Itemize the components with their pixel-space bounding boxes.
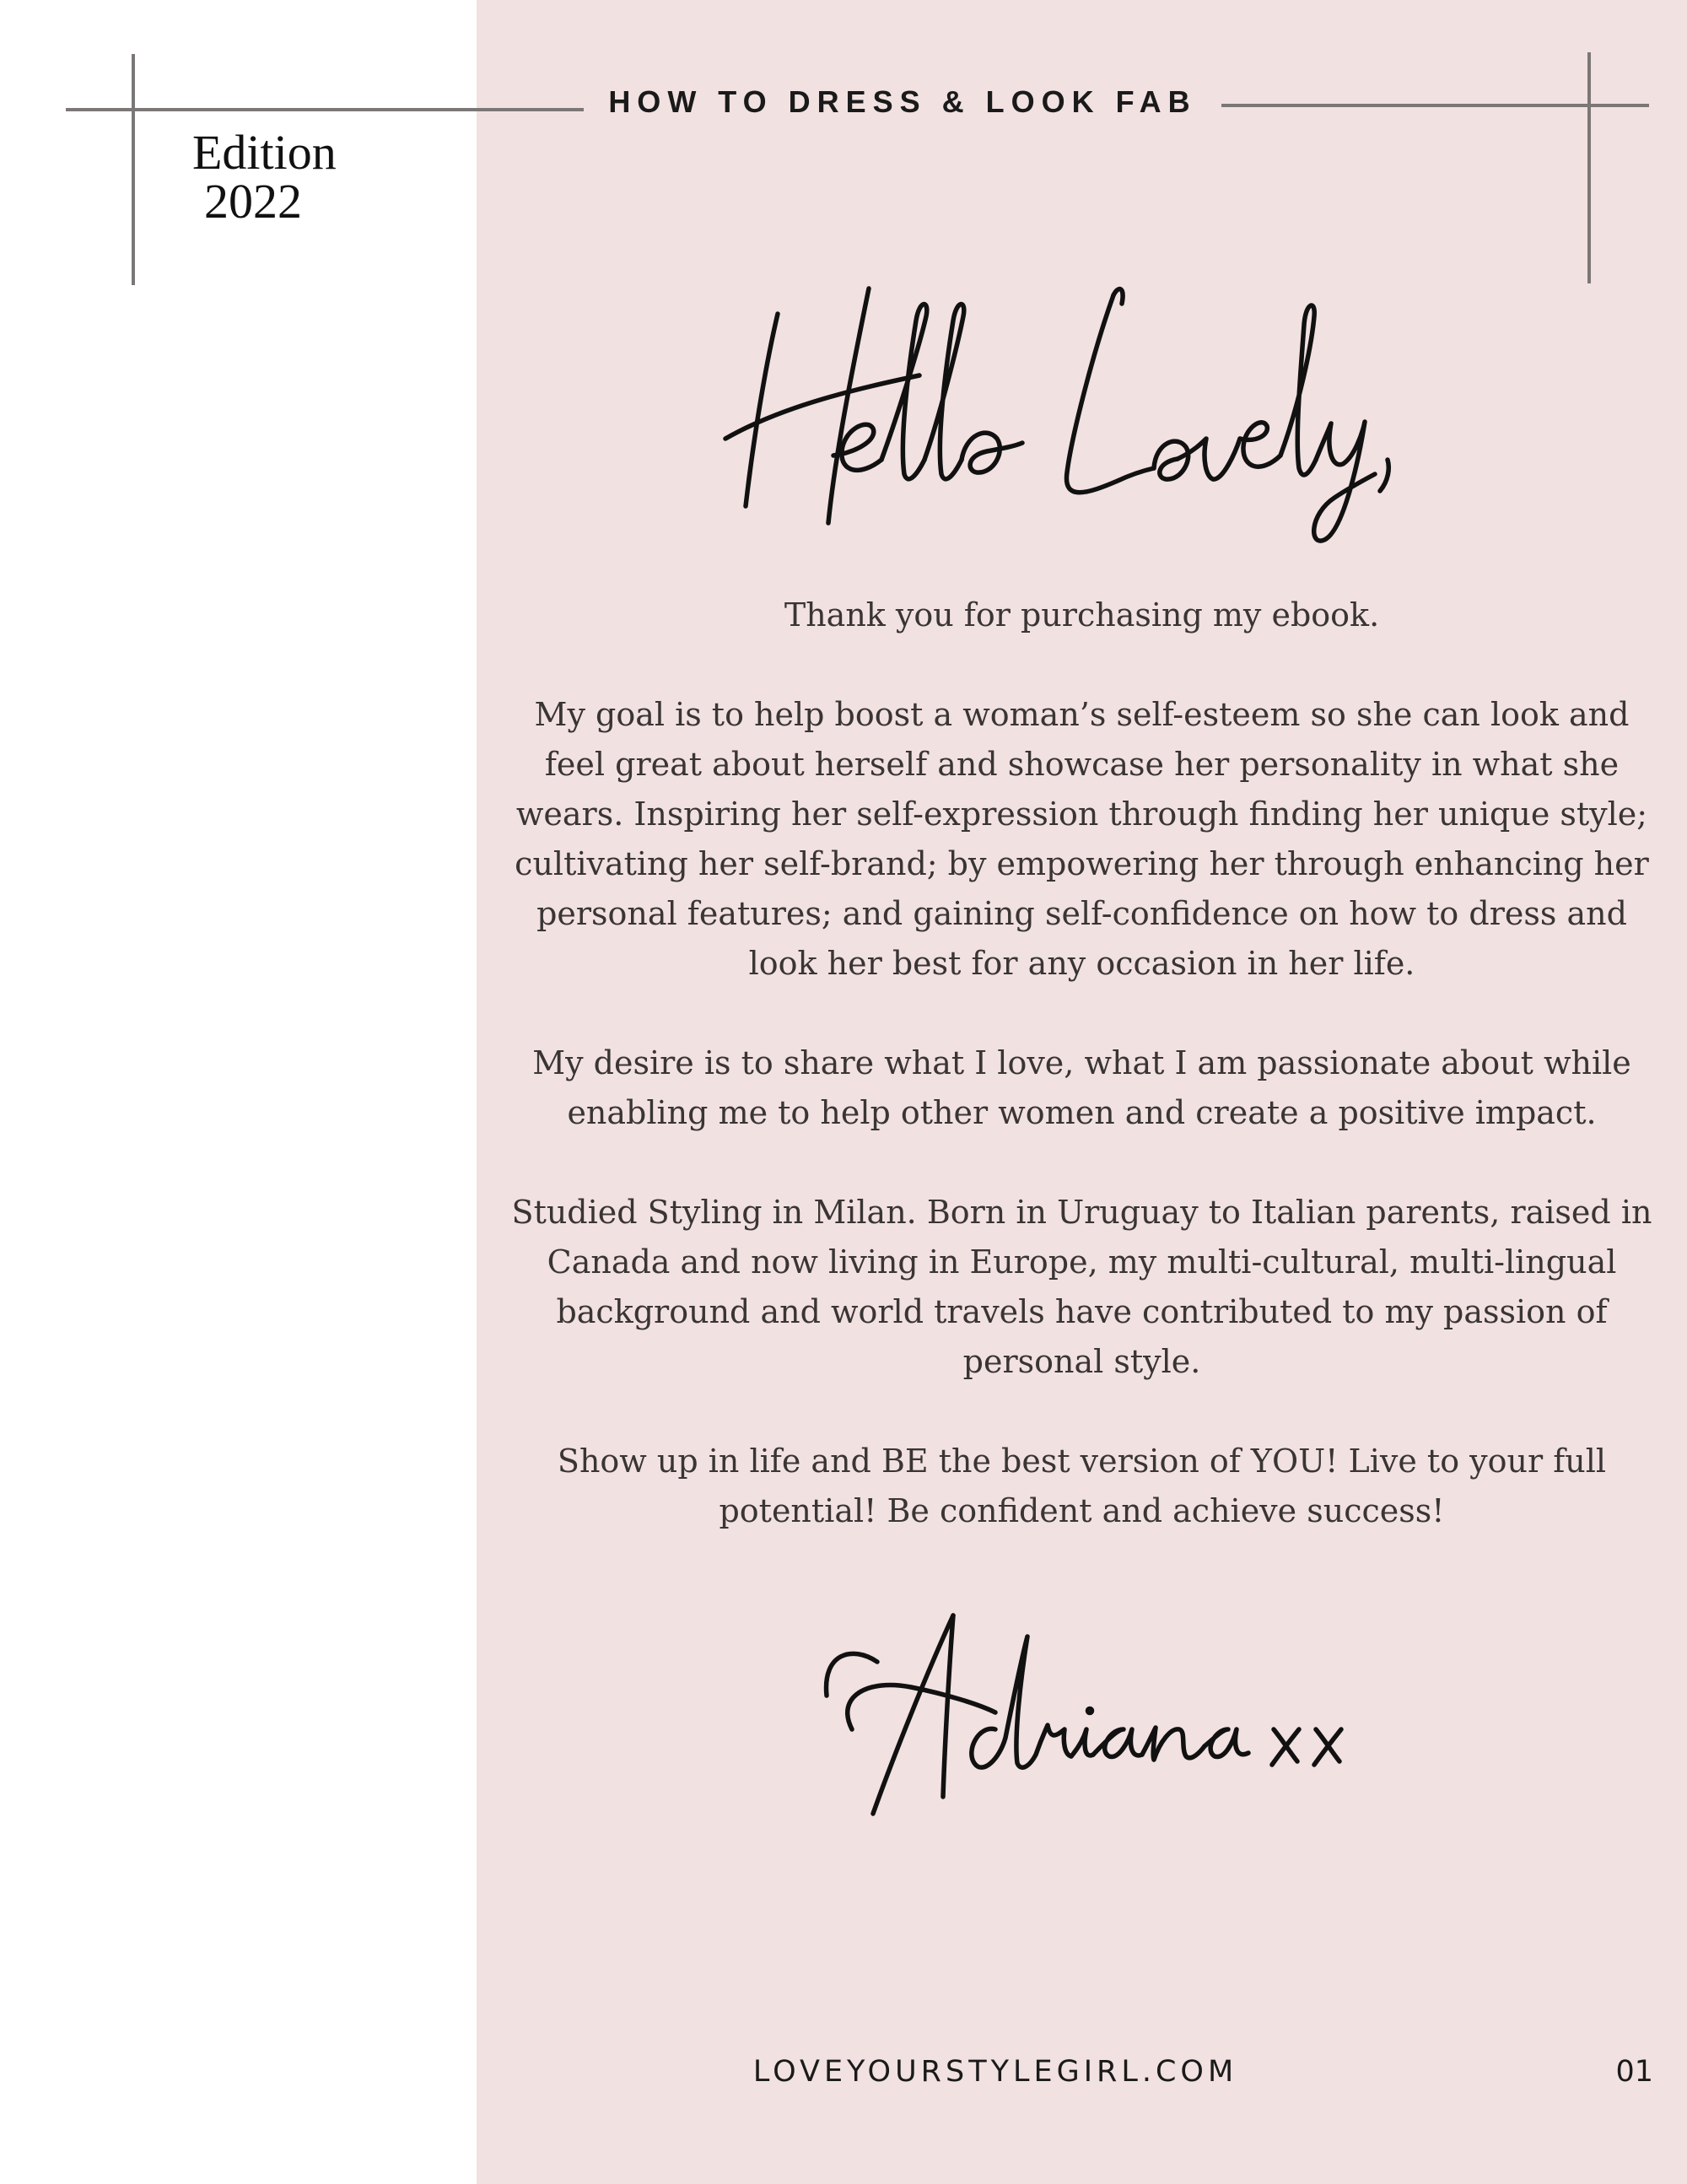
edition-label [192, 125, 445, 229]
letter-paragraph: Thank you for purchasing my ebook. [784, 596, 1380, 634]
letter-body [510, 590, 1653, 1536]
page-number: 01 [1615, 2055, 1653, 2089]
letter-paragraph: Show up in life and BE the best version of YOU! Live to your full potential! Be confident and achieve success! [557, 1443, 1607, 1529]
letter-paragraph: My desire is to share what I love, what I am passionate about while enabling me to help other women and create a positive impact. [532, 1044, 1631, 1131]
edition-year: 2022 [204, 174, 302, 229]
website-url: LOVEYOURSTYLEGIRL.COM [752, 2055, 1238, 2089]
top-right-horizontal-rule [1221, 104, 1649, 107]
running-title: HOW TO DRESS & LOOK FAB [608, 84, 1197, 119]
top-left-horizontal-rule [66, 108, 584, 111]
signature-script [818, 1603, 1358, 1831]
greeting-script [709, 278, 1400, 557]
top-right-vertical-rule [1587, 52, 1591, 283]
letter-paragraph: My goal is to help boost a woman’s self-esteem so she can look and feel great about herself and showcase her personality in what she wears. Inspiring her self-expression through finding her unique style; cultivating her self-brand; by empowering her through enhancing her personal features; and gaining self-confidence on how to dress and look her best for any occasion in her life. [515, 696, 1649, 982]
edition-word: Edition [192, 125, 337, 180]
top-left-vertical-rule [132, 54, 135, 285]
letter-paragraph: Studied Styling in Milan. Born in Uruguay to Italian parents, raised in Canada and now living in Europe, my multi-cultural, multi-lingual background and world travels have contributed to my passion of personal style. [511, 1194, 1652, 1380]
